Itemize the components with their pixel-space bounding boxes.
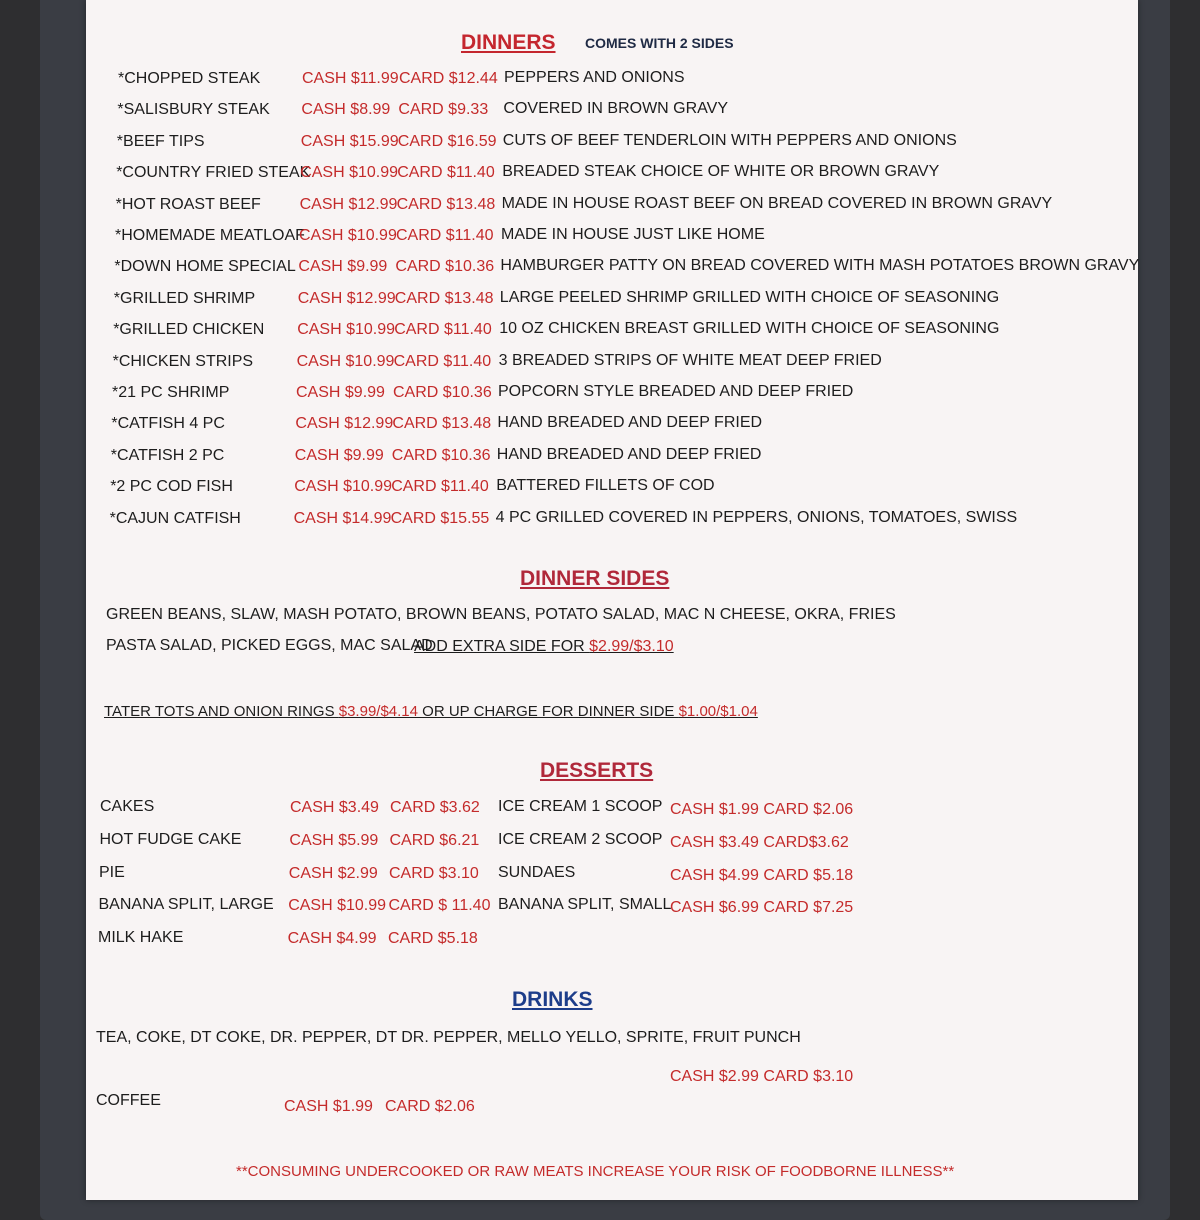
sides-line-2: PASTA SALAD, PICKED EGGS, MAC SALAD: [106, 637, 433, 654]
dinner-item-name: *BEEF TIPS: [116, 132, 205, 150]
dinner-item-name: *CATFISH 2 PC: [110, 446, 225, 464]
dinner-item-name: *SALISBURY STEAK: [117, 101, 270, 119]
dessert-item-card-price: CARD $6.21: [389, 831, 480, 849]
dinner-item-name: *HOT ROAST BEEF: [115, 195, 261, 213]
dinner-item-description: PEPPERS AND ONIONS: [504, 69, 685, 86]
dinner-item-description: BATTERED FILLETS OF COD: [496, 477, 715, 495]
dinner-item-description: BREADED STEAK CHOICE OF WHITE OR BROWN GRAVY: [502, 163, 940, 181]
dessert-item-cash-price: CASH $3.49: [290, 799, 379, 816]
dessert-item-price: CASH $3.49 CARD$3.62: [670, 833, 849, 851]
sides-line-1: GREEN BEANS, SLAW, MASH POTATO, BROWN BEANS, POTATO SALAD, MAC N CHEESE, OKRA, FRIES: [106, 606, 896, 623]
dinner-item-name: *21 PC SHRIMP: [112, 384, 230, 401]
dinner-item-description: POPCORN STYLE BREADED AND DEEP FRIED: [498, 383, 854, 400]
dessert-item-price: CASH $1.99 CARD $2.06: [670, 801, 854, 818]
extra-side-note: [414, 638, 674, 656]
coffee-cash-price: CASH $1.99: [284, 1098, 373, 1115]
dinner-item-name: *GRILLED CHICKEN: [113, 321, 265, 339]
dinner-item-card-price: CARD $12.44: [399, 70, 498, 87]
dessert-item-price: CASH $6.99 CARD $7.25: [670, 899, 854, 917]
dinner-item-description: 3 BREADED STRIPS OF WHITE MEAT DEEP FRIED: [498, 351, 882, 369]
dinner-item-cash-price: CASH $15.99: [300, 132, 399, 150]
dinner-item-name: *COUNTRY FRIED STEAK: [116, 164, 311, 182]
tots-price: $3.99/$4.14: [338, 703, 418, 720]
dinner-item-card-price: CARD $10.36: [391, 446, 491, 464]
dessert-item-name: BANANA SPLIT, SMALL: [498, 896, 672, 914]
dinner-item-card-price: CARD $11.40: [393, 352, 492, 370]
dessert-item-name: SUNDAES: [498, 863, 576, 881]
dinner-item-card-price: CARD $11.40: [394, 321, 492, 339]
dessert-item-cash-price: CASH $10.99: [288, 897, 387, 915]
dinner-item-card-price: CARD $10.36: [395, 258, 495, 276]
dessert-item-card-price: CARD $3.62: [390, 799, 480, 816]
dinner-item-name: *DOWN HOME SPECIAL: [114, 258, 296, 276]
dinner-item-cash-price: CASH $10.99: [294, 478, 393, 496]
dessert-item-cash-price: CASH $5.99: [289, 831, 379, 849]
dinner-item-cash-price: CASH $10.99: [297, 321, 396, 339]
dinner-item-description: 10 OZ CHICKEN BREAST GRILLED WITH CHOICE OF SEASONING: [499, 320, 1000, 338]
dinner-item-description: HAND BREADED AND DEEP FRIED: [497, 414, 763, 432]
dinner-item-description: LARGE PEELED SHRIMP GRILLED WITH CHOICE OF SEASONING: [499, 288, 1000, 306]
drinks-heading: DRINKS: [512, 988, 593, 1011]
dinner-item-card-price: CARD $11.40: [397, 164, 495, 182]
drinks-price: CASH $2.99 CARD $3.10: [670, 1068, 854, 1085]
dinner-item-card-price: CARD $13.48: [392, 415, 492, 433]
extra-side-label: ADD EXTRA SIDE FOR: [414, 638, 590, 655]
dessert-item-name: MILK HAKE: [98, 929, 184, 947]
dessert-item-cash-price: CASH $2.99: [288, 864, 378, 882]
dinner-item-description: HAMBURGER PATTY ON BREAD COVERED WITH MASH POTATOES BROWN GRAVY: [500, 257, 1140, 275]
dinner-item-card-price: CARD $11.40: [396, 227, 494, 244]
desserts-heading: DESSERTS: [540, 759, 654, 782]
dinner-item-description: HAND BREADED AND DEEP FRIED: [496, 445, 762, 463]
foodborne-warning: **CONSUMING UNDERCOOKED OR RAW MEATS INCREASE YOUR RISK OF FOODBORNE ILLNESS**: [236, 1163, 955, 1180]
dinner-item-name: *CATFISH 4 PC: [111, 415, 225, 433]
dinners-heading: DINNERS: [461, 31, 556, 54]
dinner-item-cash-price: CASH $10.99: [296, 352, 395, 370]
drinks-list: TEA, COKE, DT COKE, DR. PEPPER, DT DR. PEPPER, MELLO YELLO, SPRITE, FRUIT PUNCH: [96, 1029, 801, 1046]
dinner-item-cash-price: CASH $9.99: [294, 446, 384, 464]
dinner-item-cash-price: CASH $10.99: [300, 164, 399, 182]
dinner-item-description: MADE IN HOUSE JUST LIKE HOME: [501, 226, 765, 243]
sides-heading: DINNER SIDES: [520, 567, 670, 590]
upcharge-price: $1.00/$1.04: [678, 703, 758, 720]
tots-label: TATER TOTS AND ONION RINGS: [104, 703, 339, 720]
dessert-item-name: PIE: [99, 863, 125, 881]
dinner-item-name: *GRILLED SHRIMP: [113, 289, 256, 307]
dinner-item-cash-price: CASH $8.99: [301, 101, 391, 119]
dessert-item-price: CASH $4.99 CARD $5.18: [670, 866, 854, 884]
extra-side-price: $2.99/$3.10: [589, 638, 674, 655]
coffee-label: COFFEE: [96, 1092, 161, 1109]
dinner-item-cash-price: CASH $9.99: [296, 384, 385, 401]
dinner-item-name: *CAJUN CATFISH: [109, 509, 241, 527]
dinner-item-cash-price: CASH $12.99: [297, 289, 396, 307]
dinner-item-name: *HOMEMADE MEATLOAF: [115, 227, 305, 244]
dessert-item-cash-price: CASH $4.99: [287, 930, 377, 948]
dessert-item-name: ICE CREAM 1 SCOOP: [498, 798, 663, 815]
dessert-item-name: BANANA SPLIT, LARGE: [98, 896, 274, 914]
tots-note: [104, 703, 758, 720]
dinner-item-cash-price: CASH $10.99: [299, 227, 397, 244]
dessert-item-name: HOT FUDGE CAKE: [99, 830, 242, 848]
dinner-item-cash-price: CASH $14.99: [293, 509, 392, 527]
dinner-item-card-price: CARD $13.48: [394, 289, 494, 307]
dinner-item-card-price: CARD $15.55: [390, 509, 490, 527]
dinner-item-description: MADE IN HOUSE ROAST BEEF ON BREAD COVERED IN BROWN GRAVY: [501, 194, 1053, 212]
dinner-item-cash-price: CASH $11.99: [302, 70, 399, 87]
dinner-item-name: *CHICKEN STRIPS: [112, 352, 254, 370]
coffee-card-price: CARD $2.06: [385, 1098, 475, 1115]
dinner-item-card-price: CARD $13.48: [396, 195, 496, 213]
dinner-item-cash-price: CASH $12.99: [295, 415, 394, 433]
dessert-item-card-price: CARD $ 11.40: [388, 897, 491, 915]
dessert-item-card-price: CARD $3.10: [389, 864, 479, 882]
dinner-item-name: *2 PC COD FISH: [110, 478, 233, 496]
dessert-item-card-price: CARD $5.18: [388, 930, 478, 948]
dinner-item-card-price: CARD $16.59: [397, 132, 497, 150]
upcharge-label: OR UP CHARGE FOR DINNER SIDE: [418, 703, 679, 720]
dinner-item-cash-price: CASH $9.99: [298, 258, 388, 276]
dinner-item-description: COVERED IN BROWN GRAVY: [503, 100, 729, 118]
dessert-item-name: ICE CREAM 2 SCOOP: [498, 830, 663, 848]
dinner-item-description: CUTS OF BEEF TENDERLOIN WITH PEPPERS AND ONIONS: [502, 131, 957, 149]
dinner-item-card-price: CARD $9.33: [398, 101, 489, 119]
dinner-item-name: *CHOPPED STEAK: [118, 70, 261, 87]
dinners-subheading: COMES WITH 2 SIDES: [585, 35, 734, 51]
dessert-item-name: CAKES: [100, 798, 155, 815]
dinner-item-card-price: CARD $10.36: [393, 384, 492, 401]
dinner-item-description: 4 PC GRILLED COVERED IN PEPPERS, ONIONS, TOMATOES, SWISS: [495, 508, 1018, 526]
dinner-item-card-price: CARD $11.40: [391, 478, 489, 496]
dinner-item-cash-price: CASH $12.99: [299, 195, 398, 213]
